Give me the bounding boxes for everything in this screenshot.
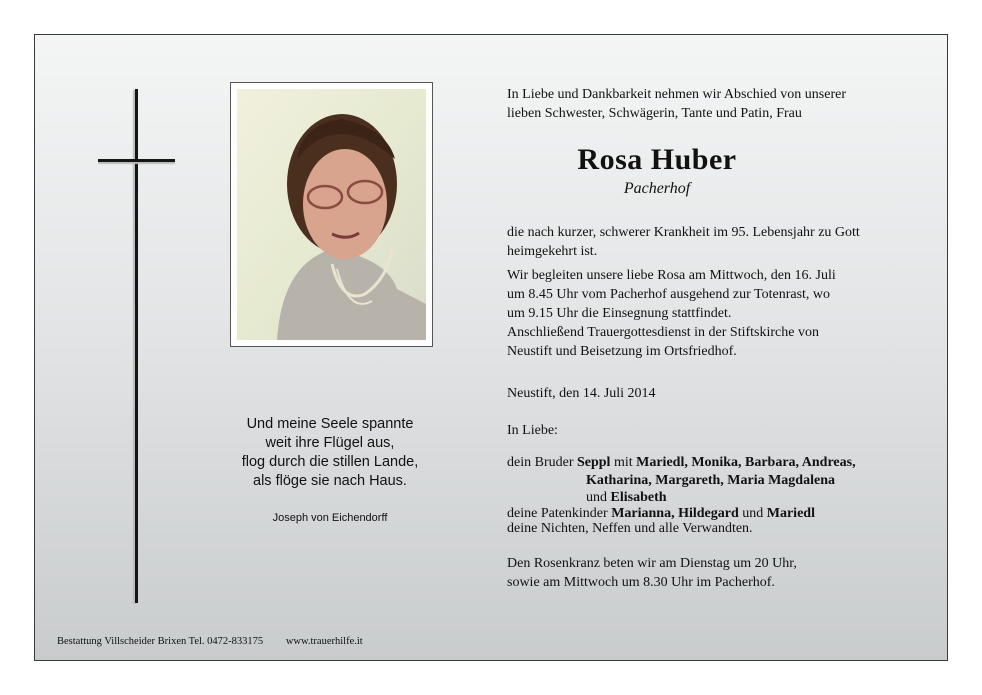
poem-line: als flöge sie nach Haus. bbox=[253, 473, 407, 489]
dateline: Neustift, den 14. Juli 2014 bbox=[507, 386, 656, 401]
death-line: heimgekehrt ist. bbox=[507, 244, 598, 259]
poem-line: Und meine Seele spannte bbox=[246, 416, 414, 432]
funeral-line: Neustift und Beisetzung im Ortsfriedhof. bbox=[507, 344, 737, 359]
godchildren-last: Mariedl bbox=[766, 505, 815, 521]
intro-line: In Liebe und Dankbarkeit nehmen wir Abschied von unserer bbox=[507, 87, 847, 102]
brother-name: Seppl bbox=[576, 455, 611, 470]
godchildren-und: und bbox=[738, 505, 767, 521]
poem-line: weit ihre Flügel aus, bbox=[265, 435, 395, 451]
footer-website[interactable]: www.trauerhilfe.it bbox=[285, 636, 363, 647]
footer-company: Bestattung Villscheider Brixen Tel. 0472-833175 bbox=[57, 636, 264, 647]
deceased-name: Rosa Huber bbox=[577, 143, 737, 176]
in-liebe-label: In Liebe: bbox=[507, 423, 558, 438]
brother-family: Mariedl, Monika, Barbara, Andreas, bbox=[636, 455, 856, 470]
mourner-line-family bbox=[507, 472, 856, 490]
rosary-line: Den Rosenkranz beten wir am Dienstag um 20 Uhr, bbox=[507, 556, 797, 571]
brother-family: Katharina, Margareth, Maria Magdalena bbox=[586, 472, 835, 488]
godchildren-prefix: deine Patenkinder bbox=[507, 505, 612, 521]
brother-family: Elisabeth bbox=[610, 490, 667, 505]
cross-icon-horizontal bbox=[98, 159, 175, 162]
rosary-line: sowie am Mittwoch um 8.30 Uhr im Pacherhof. bbox=[507, 575, 775, 590]
brother-prefix: dein Bruder bbox=[507, 455, 577, 470]
poem-author: Joseph von Eichendorff bbox=[272, 512, 388, 524]
funeral-details bbox=[507, 266, 836, 361]
footer bbox=[57, 636, 363, 647]
brother-mit: mit bbox=[610, 455, 637, 470]
cross-icon-vertical bbox=[135, 89, 138, 603]
obituary-card bbox=[34, 34, 948, 661]
funeral-line: Anschließend Trauergottesdienst in der Stiftskirche von bbox=[507, 325, 819, 340]
poem bbox=[200, 415, 460, 491]
mourners-list bbox=[507, 454, 856, 538]
intro-text bbox=[507, 85, 927, 123]
funeral-line: um 9.15 Uhr die Einsegnung stattfindet. bbox=[507, 306, 732, 321]
portrait-frame bbox=[230, 82, 433, 347]
und-word: und bbox=[586, 490, 611, 505]
death-notice bbox=[507, 223, 860, 261]
portrait-photo bbox=[237, 89, 426, 340]
death-line: die nach kurzer, schwerer Krankheit im 95. Lebensjahr zu Gott bbox=[507, 225, 860, 240]
funeral-line: um 8.45 Uhr vom Pacherhof ausgehend zur Totenrast, wo bbox=[507, 287, 831, 302]
godchildren-names: Marianna, Hildegard bbox=[611, 505, 739, 521]
poem-line: flog durch die stillen Lande, bbox=[241, 454, 419, 470]
intro-line: lieben Schwester, Schwägerin, Tante und Patin, Frau bbox=[507, 106, 802, 121]
mourner-line-others: deine Nichten, Neffen und alle Verwandten. bbox=[507, 521, 753, 536]
rosary-notice bbox=[507, 554, 797, 592]
funeral-line: Wir begleiten unsere liebe Rosa am Mittwoch, den 16. Juli bbox=[507, 268, 836, 283]
mourner-line-brother bbox=[507, 454, 856, 472]
deceased-place: Pacherhof bbox=[623, 180, 691, 197]
